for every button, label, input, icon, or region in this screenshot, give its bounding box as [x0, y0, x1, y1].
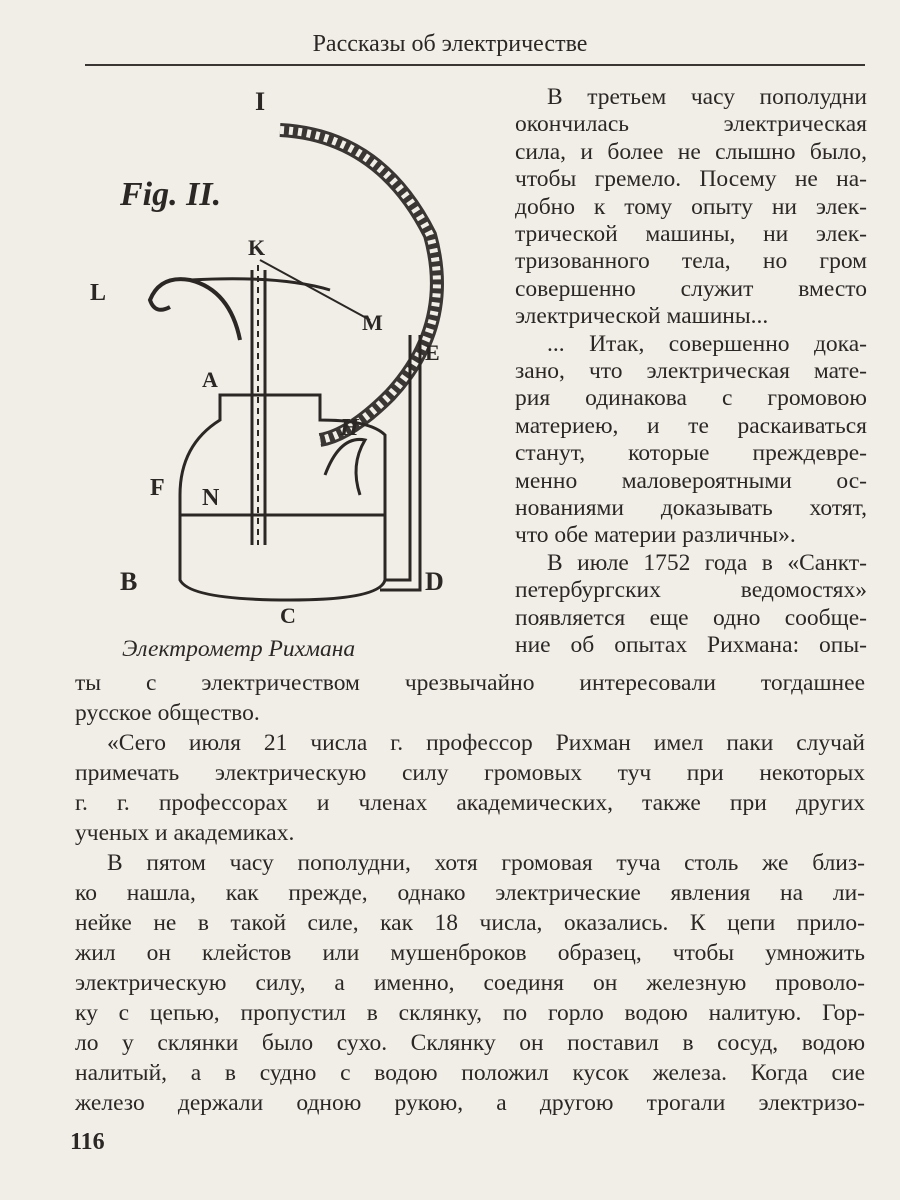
text-line: что обе материи различны». — [515, 522, 796, 549]
text-line: совершенно служит вместо — [515, 275, 867, 302]
label-E: E — [425, 340, 440, 365]
text-line: ты с электричеством чрезвычайно интересовали тогдашнее — [75, 670, 865, 696]
text-line: зано, что электрическая мате- — [515, 358, 867, 384]
text-line: железо держали одною рукою, а другою трогали электризо- — [75, 1090, 865, 1116]
text-line: нейке не в такой силе, как 18 числа, оказались. К цепи прило- — [75, 910, 865, 936]
text-line: рия одинакова с громовою — [515, 385, 867, 412]
label-D: D — [425, 567, 444, 596]
label-L: L — [90, 280, 107, 306]
text-line: ло у склянки было сухо. Склянку он поставил в сосуд, водою — [75, 1030, 865, 1056]
label-A: A — [202, 367, 218, 392]
text-line: В пятом часу пополудни, хотя громовая туча столь же близ- — [107, 850, 865, 876]
page-number: 116 — [70, 1129, 105, 1155]
text-line: тризованного тела, но гром — [515, 248, 867, 275]
label-I: I — [255, 87, 266, 116]
label-F: F — [150, 475, 165, 501]
text-line: электрическую силу, а именно, соединя он железную проволо- — [75, 970, 865, 996]
text-line: трической машины, ни элек- — [515, 221, 867, 247]
text-line: «Сего июля 21 числа г. профессор Рихман имел паки случай — [107, 730, 865, 756]
electrometer-illustration — [80, 75, 480, 625]
label-C: C — [280, 603, 296, 625]
text-line: петербургских ведомостях» — [515, 577, 867, 604]
text-line: ... Итак, совершенно дока- — [547, 330, 867, 357]
text-line: появляется еще одно сообще- — [515, 604, 867, 631]
header-rule — [85, 64, 865, 66]
text-line: В третьем часу пополудни — [547, 84, 867, 110]
running-header: Рассказы об электричестве — [312, 31, 588, 57]
text-line: В июле 1752 года в «Санкт- — [547, 549, 867, 576]
text-line: окончилась электрическая — [515, 111, 867, 138]
label-H: H — [340, 415, 359, 441]
text-line: электрической машины... — [515, 303, 769, 330]
text-line: нованиями доказывать хотят, — [515, 495, 867, 521]
text-line: сила, и более не слышно было, — [515, 138, 867, 165]
text-line: ученых и академиках. — [75, 820, 295, 846]
text-line: примечать электрическую силу громовых туч при некоторых — [75, 760, 865, 786]
text-line: г. г. профессорах и членах академических, также при других — [75, 790, 865, 816]
text-line: жил он клейстов или мушенброков образец, чтобы умножить — [75, 940, 865, 966]
text-line: добно к тому опыту ни элек- — [515, 193, 867, 220]
figure-caption: Электрометр Рихмана — [122, 636, 356, 662]
text-line: русское общество. — [75, 700, 260, 726]
text-line: налитый, а в судно с водою положил кусок железа. Когда сие — [75, 1060, 865, 1086]
label-N: N — [202, 485, 220, 511]
text-line: станут, которые преждевре- — [515, 440, 867, 467]
text-line: материею, и те раскаиваться — [515, 412, 867, 439]
text-line: ние об опытах Рихмана: опы- — [515, 632, 867, 658]
text-line: ку с цепью, пропустил в склянку, по горло водою налитую. Гор- — [75, 1000, 865, 1026]
text-line: ко нашла, как прежде, однако электрические явления на ли- — [75, 880, 865, 906]
text-line: чтобы гремело. Посему не на- — [515, 166, 867, 193]
label-K: K — [248, 235, 266, 260]
figure-label: Fig. II. — [120, 176, 222, 213]
label-M: M — [362, 310, 383, 335]
text-line: менно маловероятными ос- — [515, 467, 867, 494]
label-B: B — [120, 567, 138, 596]
